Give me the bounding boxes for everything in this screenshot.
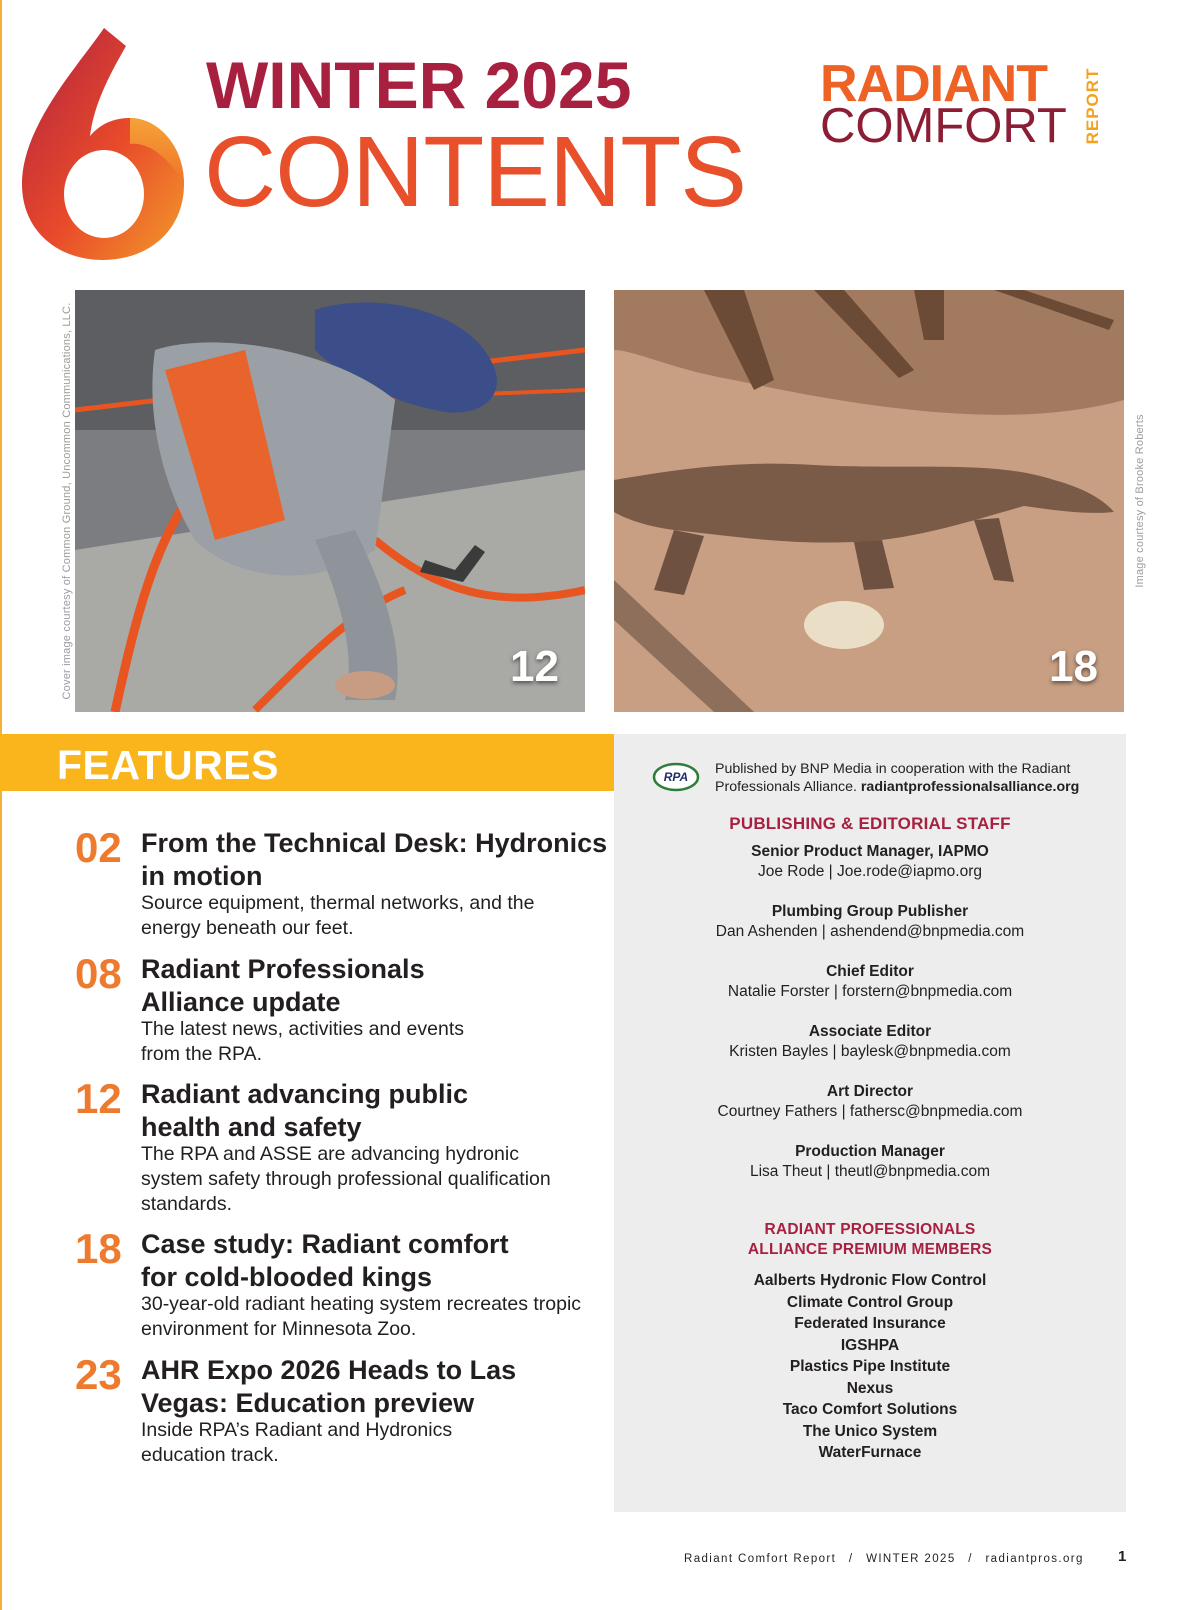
radiant-comfort-report-logo (820, 55, 1120, 153)
brand-side-word: REPORT (1083, 67, 1102, 145)
staff-contact[interactable]: Lisa Theut | theutl@bnpmedia.com (749, 1163, 991, 1180)
right-photo-credit-text: Image courtesy of Brooke Roberts (1134, 414, 1146, 588)
feature-page-number: 02 (75, 824, 122, 871)
publisher-note (715, 760, 1115, 796)
features-label: FEATURES (57, 742, 279, 788)
komodo-dragon-photo[interactable] (614, 290, 1124, 712)
masthead-panel (614, 734, 1126, 1512)
members-heading-line-2: ALLIANCE PREMIUM MEMBERS (747, 1241, 993, 1258)
feature-page-number: 08 (75, 950, 122, 997)
member-name: The Unico System (802, 1422, 938, 1440)
staff-entry (614, 1082, 1126, 1122)
feature-headline[interactable]: Radiant advancing public health and safety (141, 1079, 469, 1142)
staff-role-title: Production Manager (795, 1143, 945, 1160)
staff-contact[interactable]: Natalie Forster | forstern@bnpmedia.com (727, 983, 1013, 1000)
page-edge-line (0, 0, 2, 1610)
dragon-photo-illustration (614, 290, 1124, 712)
members-heading-line-1: RADIANT PROFESSIONALS (764, 1221, 976, 1238)
member-name: Federated Insurance (794, 1315, 946, 1332)
footer-separator: / (848, 1553, 854, 1565)
member-name: Plastics Pipe Institute (789, 1358, 951, 1375)
feature-description: Inside RPA’s Radiant and Hydronics education track. (141, 1419, 453, 1466)
brand-side-word-container (1082, 66, 1104, 146)
staff-role-title: Art Director (826, 1083, 914, 1100)
member-name: Nexus (846, 1379, 894, 1397)
member-name: Aalberts Hydronic Flow Control (753, 1272, 987, 1289)
page-footer (684, 1553, 1084, 1565)
worker-photo-illustration (75, 290, 585, 712)
staff-contact[interactable]: Joe Rode | Joe.rode@iapmo.org (758, 863, 982, 880)
left-photo-page-number: 12 (510, 642, 559, 691)
member-name: WaterFurnace (818, 1444, 922, 1461)
staff-contact[interactable]: Kristen Bayles | baylesk@bnpmedia.com (729, 1043, 1011, 1060)
staff-entry (614, 842, 1126, 882)
left-photo-credit-text: Cover image courtesy of Common Ground, Uncommon Communications, LLC. (61, 302, 73, 700)
right-photo-credit (1132, 291, 1148, 711)
feature-page-number: 12 (75, 1075, 122, 1122)
feature-description: 30-year-old radiant heating system recreates tropic environment for Minnesota Zoo. (141, 1293, 582, 1340)
staff-role-title: Senior Product Manager, IAPMO (751, 843, 989, 860)
staff-contact[interactable]: Courtney Fathers | fathersc@bnpmedia.com (717, 1103, 1023, 1120)
left-photo-credit (59, 291, 75, 711)
member-name: Taco Comfort Solutions (782, 1401, 958, 1418)
feature-page-number: 18 (75, 1225, 122, 1272)
rpa-website-link[interactable]: radiantprofessionalsalliance.org (860, 779, 1080, 795)
staff-entry (614, 902, 1126, 942)
staff-role-title: Associate Editor (808, 1023, 932, 1040)
feature-page-number: 23 (75, 1351, 122, 1398)
feature-description: The RPA and ASSE are advancing hydronic system safety through professional qualification standards. (141, 1143, 551, 1215)
staff-role-title: Plumbing Group Publisher (771, 903, 969, 920)
feature-description: The latest news, activities and events from the RPA. (141, 1018, 464, 1065)
footer-publication: Radiant Comfort Report (684, 1553, 837, 1565)
features-banner (0, 734, 614, 791)
feature-headline[interactable]: Case study: Radiant comfort for cold-blooded kings (141, 1229, 509, 1292)
staff-entry (614, 1142, 1126, 1182)
feature-headline[interactable]: From the Technical Desk: Hydronics in motion (141, 828, 608, 891)
member-name: Climate Control Group (786, 1293, 954, 1311)
right-photo-page-number: 18 (1049, 642, 1098, 691)
rpa-logo-icon (652, 762, 700, 792)
staff-contact[interactable]: Dan Ashenden | ashendend@bnpmedia.com (715, 923, 1025, 940)
brand-bottom-word: COMFORT (820, 99, 1067, 153)
staff-entry (614, 1022, 1126, 1062)
premium-members-list (614, 1270, 1126, 1464)
staff-section-heading: PUBLISHING & EDITORIAL STAFF (729, 814, 1011, 833)
rpa-logo-text: RPA (663, 770, 689, 784)
brand-top-word: RADIANT (820, 55, 1047, 113)
contents-title: CONTENTS (204, 116, 746, 228)
footer-site[interactable]: radiantpros.org (985, 1553, 1084, 1565)
footer-separator: / (968, 1553, 973, 1565)
member-name: IGSHPA (840, 1336, 900, 1354)
footer-issue: WINTER 2025 (866, 1553, 956, 1565)
staff-role-title: Chief Editor (826, 963, 914, 980)
issue-title: WINTER 2025 (206, 48, 632, 122)
feature-description: Source equipment, thermal networks, and the energy beneath our feet. (141, 892, 535, 939)
publisher-note-text: Published by BNP Media in cooperation with the Radiant Professionals Alliance. (715, 761, 1071, 795)
feature-headline[interactable]: AHR Expo 2026 Heads to Las Vegas: Education preview (141, 1355, 517, 1418)
cover-photo-worker[interactable] (75, 290, 585, 712)
flame-drop-logo-icon (18, 26, 188, 262)
page-number: 1 (1118, 1548, 1127, 1565)
staff-entry (614, 962, 1126, 1002)
feature-headline[interactable]: Radiant Professionals Alliance update (141, 954, 425, 1017)
